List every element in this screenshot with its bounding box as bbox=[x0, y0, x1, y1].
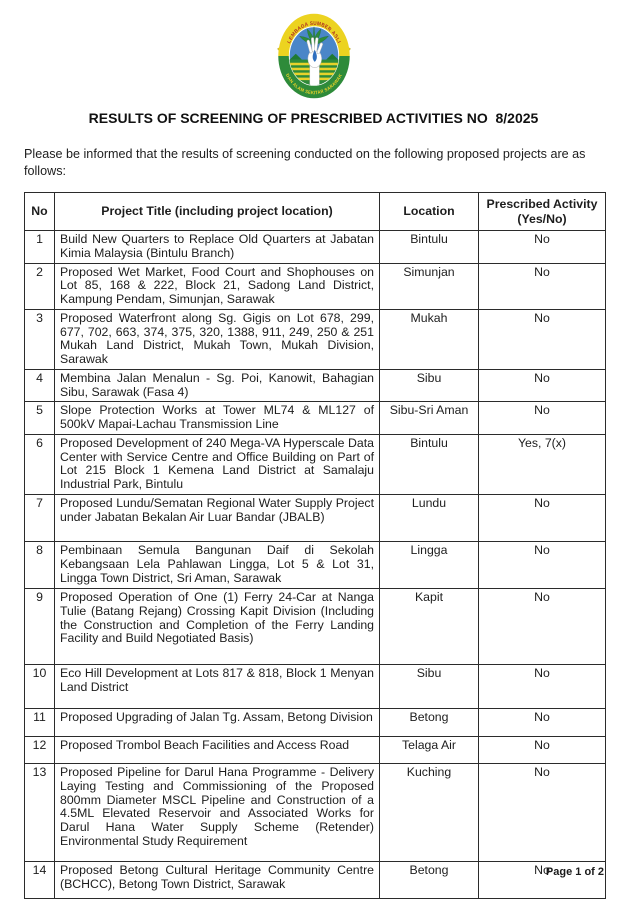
cell-no: 10 bbox=[25, 665, 55, 709]
cell-location: Bintulu bbox=[380, 434, 479, 494]
col-header-location: Location bbox=[380, 193, 479, 231]
page-number: Page 1 of 2 bbox=[545, 866, 604, 878]
table-row bbox=[25, 263, 606, 309]
cell-location: Lingga bbox=[380, 542, 479, 589]
cell-location: Betong bbox=[380, 862, 479, 899]
table-row bbox=[25, 402, 606, 435]
cell-no: 7 bbox=[25, 495, 55, 542]
cell-location: Betong bbox=[380, 709, 479, 737]
cell-activity: No bbox=[479, 369, 606, 402]
cell-no: 14 bbox=[25, 862, 55, 899]
cell-title: Proposed Operation of One (1) Ferry 24-Car at Nanga Tulie (Batang Rejang) Crossing Kapit Division (Including the Construction and Completion of the Ferry Landing Facility and Build Negotiated Basis) bbox=[55, 589, 380, 665]
cell-title: Build New Quarters to Replace Old Quarters at Jabatan Kimia Malaysia (Bintulu Branch) bbox=[55, 231, 380, 264]
table-body bbox=[25, 231, 606, 899]
cell-title: Proposed Trombol Beach Facilities and Access Road bbox=[55, 737, 380, 764]
nreb-logo bbox=[276, 11, 352, 101]
cell-no: 3 bbox=[25, 309, 55, 369]
cell-location: Sibu bbox=[380, 665, 479, 709]
cell-title: Membina Jalan Menalun - Sg. Poi, Kanowit, Bahagian Sibu, Sarawak (Fasa 4) bbox=[55, 369, 380, 402]
cell-title: Proposed Betong Cultural Heritage Community Centre (BCHCC), Betong Town District, Sarawak bbox=[55, 862, 380, 899]
cell-title: Proposed Upgrading of Jalan Tg. Assam, Betong Division bbox=[55, 709, 380, 737]
cell-no: 4 bbox=[25, 369, 55, 402]
col-header-no: No bbox=[25, 193, 55, 231]
table-header-row bbox=[25, 193, 606, 231]
cell-activity: No bbox=[479, 309, 606, 369]
cell-title: Proposed Development of 240 Mega-VA Hyperscale Data Center with Service Centre and Office Building on Part of Lot 215 Block 1 Kemena Land District at Samalaju Industrial Park, Bintulu bbox=[55, 434, 380, 494]
cell-title: Eco Hill Development at Lots 817 & 818, Block 1 Menyan Land District bbox=[55, 665, 380, 709]
cell-title: Proposed Lundu/Sematan Regional Water Supply Project under Jabatan Bekalan Air Luar Bandar (JBALB) bbox=[55, 495, 380, 542]
cell-no: 11 bbox=[25, 709, 55, 737]
table-row bbox=[25, 764, 606, 862]
cell-activity: Yes, 7(x) bbox=[479, 434, 606, 494]
cell-no: 8 bbox=[25, 542, 55, 589]
cell-activity: No bbox=[479, 542, 606, 589]
table-row bbox=[25, 495, 606, 542]
table-row bbox=[25, 862, 606, 899]
col-header-project-title: Project Title (including project location) bbox=[55, 193, 380, 231]
cell-no: 2 bbox=[25, 263, 55, 309]
cell-location: Mukah bbox=[380, 309, 479, 369]
cell-activity: No bbox=[479, 263, 606, 309]
cell-activity: No bbox=[479, 402, 606, 435]
cell-activity: No bbox=[479, 764, 606, 862]
table-header bbox=[25, 193, 606, 231]
table-row bbox=[25, 665, 606, 709]
logo-bottom-text: DAN ALAM SEKITAR SARAWAK bbox=[284, 72, 343, 96]
table-row bbox=[25, 434, 606, 494]
table-row bbox=[25, 231, 606, 264]
cell-location: Sibu-Sri Aman bbox=[380, 402, 479, 435]
table-row bbox=[25, 589, 606, 665]
cell-location: Kapit bbox=[380, 589, 479, 665]
cell-title: Proposed Pipeline for Darul Hana Programme - Delivery Laying Testing and Commissioning of the Proposed 800mm Diameter MSCL Pipeline and Construction of a 4.5ML Elevated Reservoir and Associated Works for Darul Hana Water Supply Scheme (Retender) Environmental Study Requirement bbox=[55, 764, 380, 862]
logo-top-text: LEMBAGA SUMBER ASLI bbox=[286, 20, 341, 45]
cell-activity: No bbox=[479, 862, 606, 899]
cell-activity: No bbox=[479, 589, 606, 665]
cell-activity: No bbox=[479, 231, 606, 264]
cell-location: Sibu bbox=[380, 369, 479, 402]
page-title: RESULTS OF SCREENING OF PRESCRIBED ACTIVITIES NO 8/2025 bbox=[88, 110, 539, 126]
cell-location: Lundu bbox=[380, 495, 479, 542]
cell-no: 13 bbox=[25, 764, 55, 862]
cell-title: Slope Protection Works at Tower ML74 & ML127 of 500kV Mapai-Lachau Transmission Line bbox=[55, 402, 380, 435]
table-row bbox=[25, 369, 606, 402]
table-row bbox=[25, 542, 606, 589]
cell-location: Simunjan bbox=[380, 263, 479, 309]
table-row bbox=[25, 309, 606, 369]
cell-no: 5 bbox=[25, 402, 55, 435]
cell-activity: No bbox=[479, 709, 606, 737]
cell-activity: No bbox=[479, 737, 606, 764]
cell-no: 6 bbox=[25, 434, 55, 494]
cell-title: Proposed Waterfront along Sg. Gigis on Lot 678, 299, 677, 702, 663, 374, 375, 320, 1388, 911, 249, 250 & 251 Mukah Land District, Mukah Town, Mukah Division, Sarawak bbox=[55, 309, 380, 369]
cell-no: 12 bbox=[25, 737, 55, 764]
cell-location: Kuching bbox=[380, 764, 479, 862]
nreb-logo-svg bbox=[276, 11, 352, 101]
screening-results-table bbox=[24, 192, 606, 899]
table-row bbox=[25, 737, 606, 764]
cell-title: Pembinaan Semula Bangunan Daif di Sekolah Kebangsaan Lela Pahlawan Lingga, Lot 5 & Lot 31, Lingga Town District, Sri Aman, Sarawak bbox=[55, 542, 380, 589]
cell-location: Bintulu bbox=[380, 231, 479, 264]
cell-activity: No bbox=[479, 665, 606, 709]
table-row bbox=[25, 709, 606, 737]
col-header-prescribed-activity: Prescribed Activity (Yes/No) bbox=[479, 193, 606, 231]
cell-location: Telaga Air bbox=[380, 737, 479, 764]
intro-text: Please be informed that the results of screening conducted on the following proposed projects are as follows: bbox=[24, 147, 586, 179]
cell-no: 9 bbox=[25, 589, 55, 665]
cell-no: 1 bbox=[25, 231, 55, 264]
cell-title: Proposed Wet Market, Food Court and Shophouses on Lot 85, 168 & 222, Block 21, Sadong Land District, Kampung Pendam, Simunjan, Sarawak bbox=[55, 263, 380, 309]
cell-activity: No bbox=[479, 495, 606, 542]
